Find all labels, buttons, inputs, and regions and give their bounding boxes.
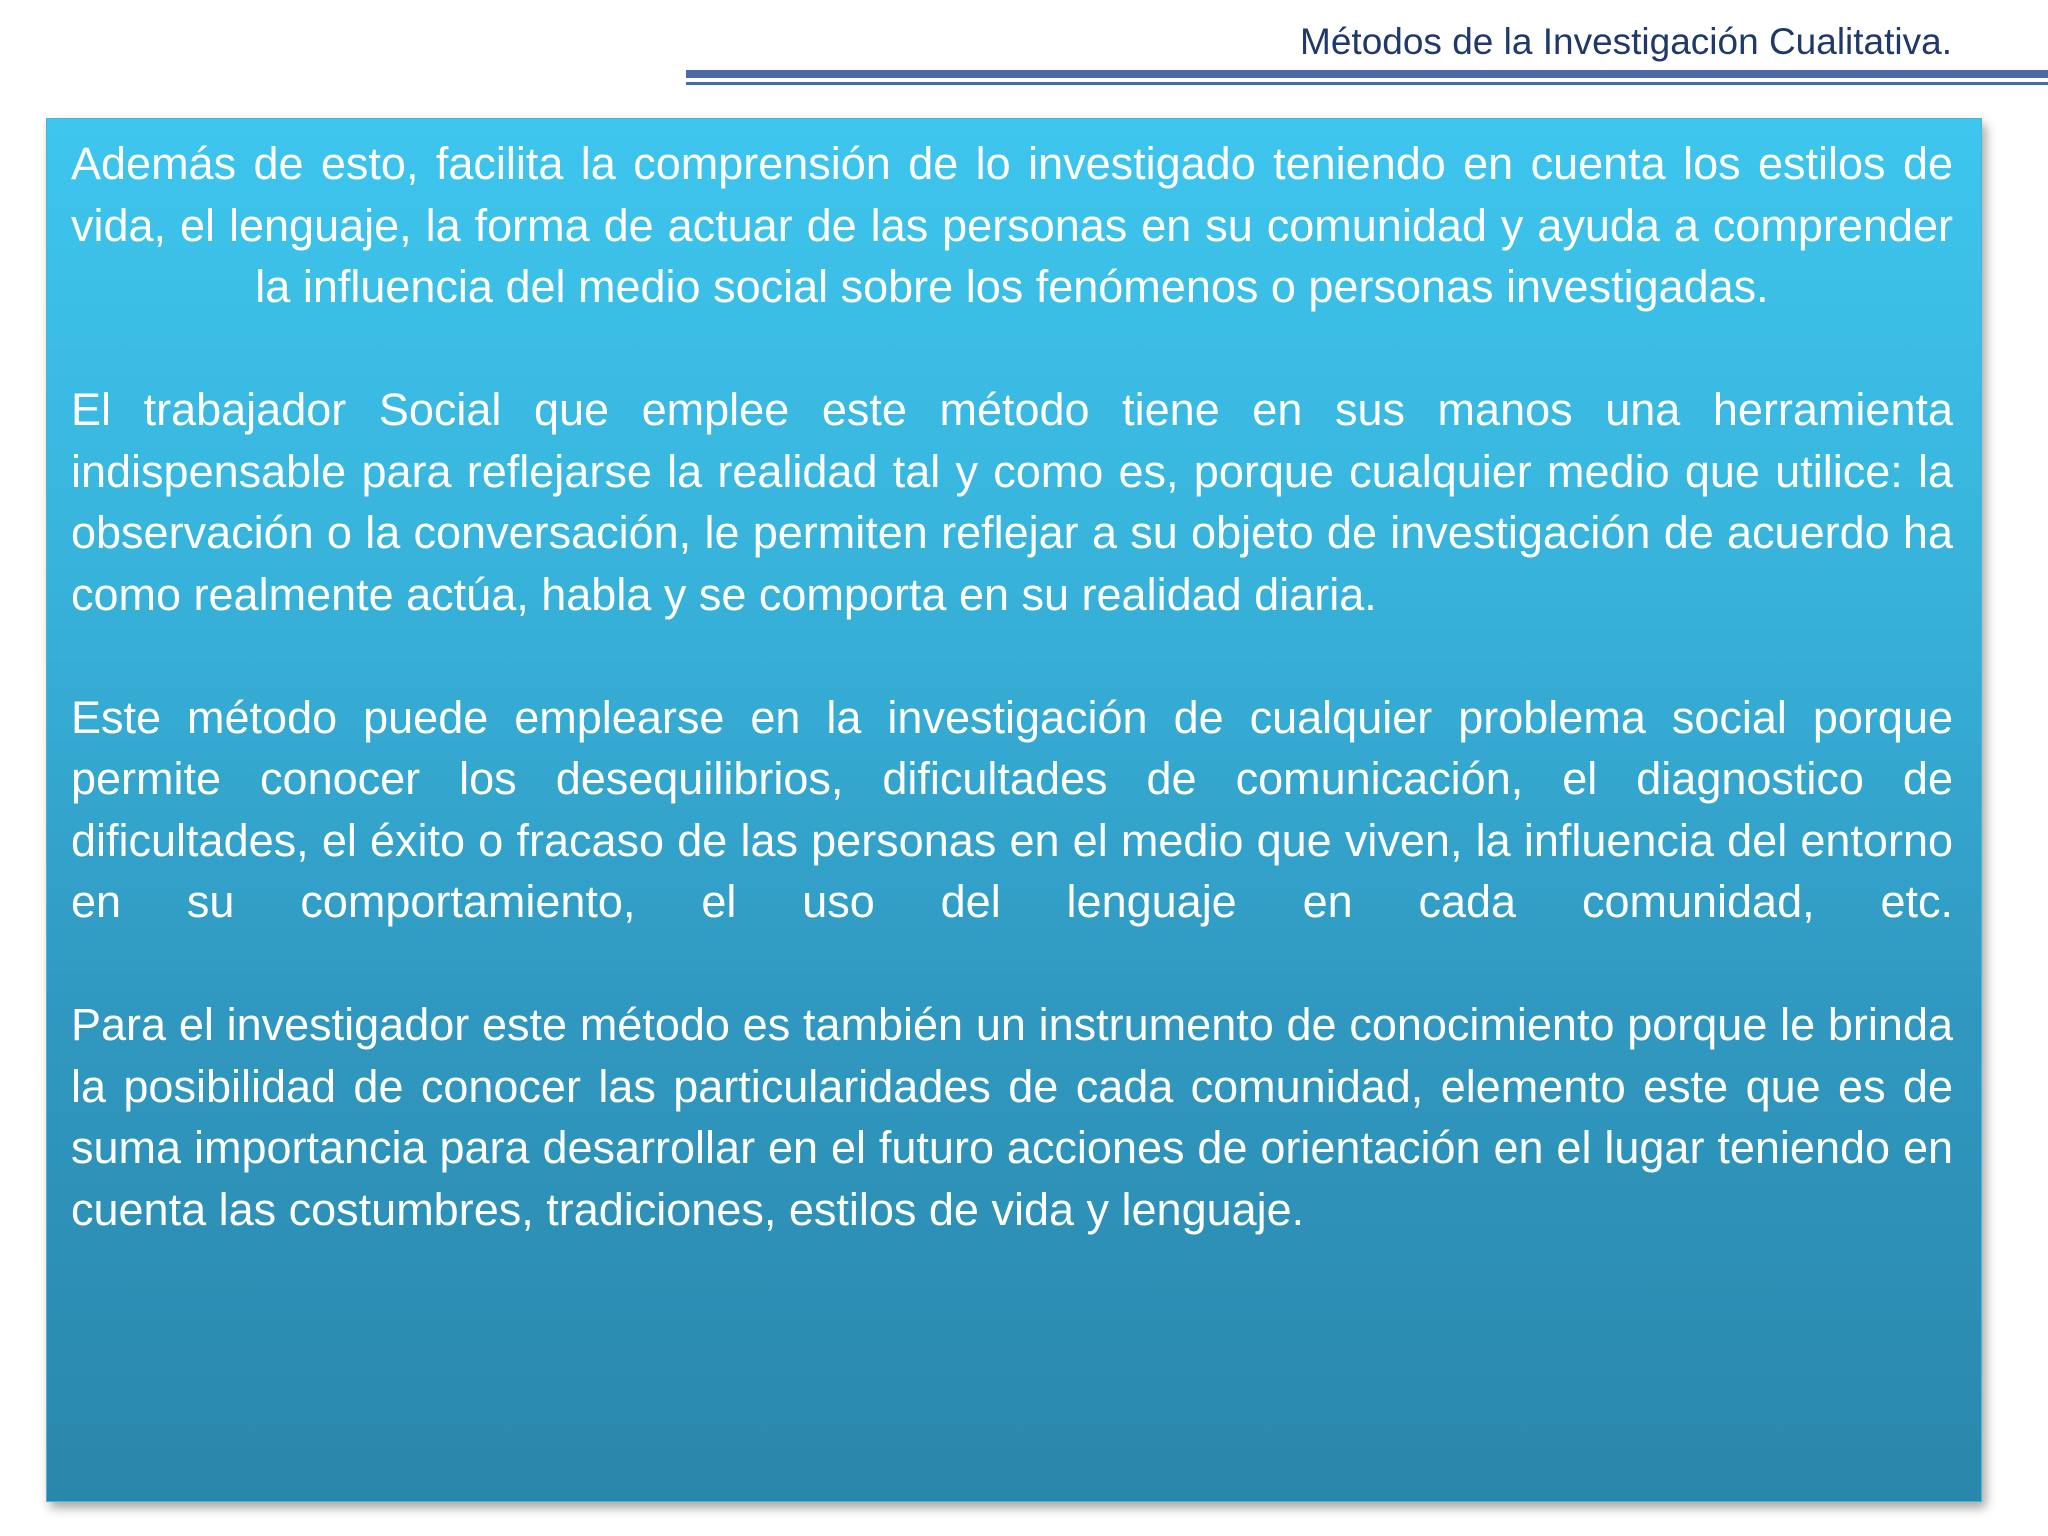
paragraph-1: Además de esto, facilita la comprensión de lo investigado teniendo en cuenta los estilos de vida, el lenguaje, la forma de actuar de las personas en su comunidad y ayuda a comprender la influencia del medio social sobre los fenómenos o personas investigadas. <box>71 138 1953 312</box>
paragraph-2: El trabajador Social que emplee este método tiene en sus manos una herramienta indispensable para reflejarse la realidad tal y como es, porque cualquier medio que utilice: la observación o la conversación, le permiten reflejar a su objeto de investigación de acuerdo ha como realmente actúa, habla y se comporta en su realidad diaria. <box>71 384 1953 620</box>
content-panel <box>46 118 1982 1502</box>
header-divider-thick <box>686 70 2048 78</box>
paragraph-4: Para el investigador este método es también un instrumento de conocimiento porque le brinda la posibilidad de conocer las particularidades de cada comunidad, elemento este que es de suma importancia para desarrollar en el futuro acciones de orientación en el lugar teniendo en cuenta las costumbres, tradiciones, estilos de vida y lenguaje. <box>71 999 1953 1235</box>
paragraph-3: Este método puede emplearse en la investigación de cualquier problema social porque permite conocer los desequilibrios, dificultades de comunicación, el diagnostico de dificultades, el éxito o fracaso de las personas en el medio que viven, la influencia del entorno en su comportamiento, el uso del lenguaje en cada comunidad, etc. <box>71 691 1953 927</box>
slide-title: Métodos de la Investigación Cualitativa. <box>1300 21 1952 62</box>
header-divider-thin <box>686 82 2048 85</box>
